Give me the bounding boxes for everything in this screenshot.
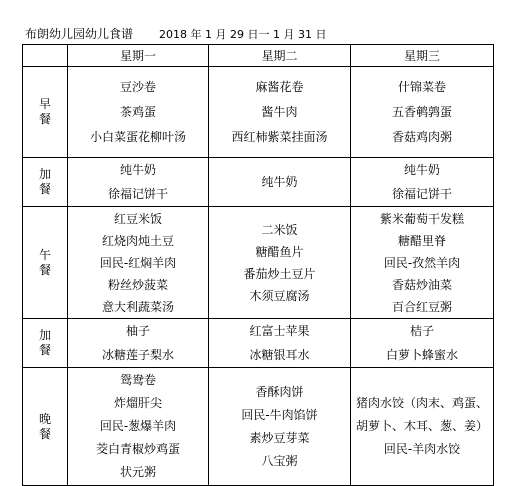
dish-item: 红烧肉炖土豆 — [101, 233, 174, 248]
meal-row-afternoon-snack — [23, 319, 494, 368]
kindergarten-menu-title: 布朗幼儿园幼儿食谱 — [25, 27, 134, 41]
menu-cell-wednesday — [351, 207, 494, 319]
meal-label-cell — [23, 319, 68, 368]
dish-item: 茶鸡蛋 — [119, 104, 156, 119]
dish-item: 炸熘肝尖 — [113, 396, 162, 410]
header-corner-cell — [23, 45, 68, 67]
dish-item: 红富士苹果 — [249, 324, 310, 338]
dish-item: 二米饭 — [261, 222, 298, 237]
dish-item: 什锦菜卷 — [397, 79, 446, 94]
meal-label-char: 早 — [38, 97, 51, 111]
menu-cell-monday — [68, 207, 209, 319]
dish-item: 素炒豆芽菜 — [249, 430, 310, 445]
meal-label — [23, 167, 67, 197]
dish-list — [351, 319, 493, 367]
dish-item: 酱牛肉 — [261, 104, 298, 119]
meal-row-morning-snack — [23, 158, 494, 207]
meal-label — [23, 248, 67, 278]
dish-list — [351, 158, 493, 206]
dish-item: 五香鹌鹑蛋 — [391, 104, 452, 119]
date-range: 2018 年 1 月 29 日一 1 月 31 日 — [159, 28, 327, 41]
dish-item: 徐福记饼干 — [107, 187, 168, 201]
dish-list — [209, 75, 350, 150]
dish-item: 回民-孜然羊肉 — [383, 255, 461, 270]
dish-item: 粉丝炒菠菜 — [107, 277, 168, 292]
menu-cell-monday — [68, 368, 209, 486]
dish-item: 回民-红焖羊肉 — [99, 255, 177, 270]
meal-label-char: 晚 — [38, 411, 51, 426]
meal-label-char: 加 — [38, 328, 51, 342]
meal-label-char: 餐 — [38, 262, 51, 277]
meal-label-cell — [23, 67, 68, 158]
dish-item: 柚子 — [125, 324, 150, 338]
dish-list — [351, 75, 493, 150]
menu-cell-monday — [68, 158, 209, 207]
dish-item: 纯牛奶 — [403, 163, 440, 177]
menu-cell-wednesday — [351, 319, 494, 368]
dish-list — [209, 381, 350, 473]
menu-cell-tuesday — [209, 67, 351, 158]
header-day-monday: 星期一 — [68, 45, 209, 67]
dish-item: 鸳鸯卷 — [119, 373, 156, 387]
dish-list — [209, 319, 350, 367]
header-row — [23, 45, 494, 67]
menu-cell-wednesday — [351, 368, 494, 486]
dish-item: 八宝粥 — [261, 453, 298, 468]
dish-list — [68, 208, 208, 318]
dish-item: 糖醋里脊 — [397, 233, 446, 248]
meal-label — [23, 97, 67, 127]
dish-list — [209, 170, 350, 194]
dish-item: 猪肉水饺（肉末、鸡蛋、 — [355, 396, 488, 410]
meal-label-cell — [23, 207, 68, 319]
dish-item: 白萝卜蜂蜜水 — [385, 348, 458, 362]
meal-row-breakfast — [23, 67, 494, 158]
dish-list — [68, 158, 208, 206]
header-day-tuesday: 星期二 — [209, 45, 351, 67]
dish-item: 香菇鸡肉粥 — [391, 129, 452, 144]
dish-item: 红豆米饭 — [113, 211, 162, 226]
dish-list — [351, 392, 493, 461]
meal-label-char: 餐 — [38, 343, 51, 357]
dish-item: 糖醋鱼片 — [255, 244, 304, 259]
meal-label-cell — [23, 158, 68, 207]
dish-item: 纯牛奶 — [261, 175, 298, 189]
menu-cell-monday — [68, 319, 209, 368]
menu-cell-tuesday — [209, 319, 351, 368]
dish-item: 香菇炒油菜 — [391, 277, 452, 292]
meal-label-cell — [23, 368, 68, 486]
meal-label-char: 餐 — [38, 426, 51, 441]
dish-item: 冰糖莲子梨水 — [101, 348, 174, 362]
menu-cell-wednesday — [351, 158, 494, 207]
dish-item: 回民-牛肉馅饼 — [241, 407, 318, 422]
dish-list — [351, 208, 493, 318]
document-title — [25, 27, 326, 42]
menu-table — [22, 44, 494, 486]
meal-label-char: 午 — [38, 247, 51, 262]
dish-item: 状元粥 — [119, 465, 156, 479]
dish-item: 麻酱花卷 — [255, 79, 304, 94]
meal-row-lunch — [23, 207, 494, 319]
header-day-wednesday: 星期三 — [351, 45, 494, 67]
dish-list — [68, 75, 208, 150]
dish-item: 胡萝卜、木耳、葱、姜） — [355, 419, 488, 433]
meal-label — [23, 328, 67, 358]
dish-item: 小白菜蛋花柳叶汤 — [89, 129, 186, 144]
dish-list — [209, 219, 350, 307]
dish-item: 冰糖银耳水 — [249, 348, 310, 362]
meal-row-dinner — [23, 368, 494, 486]
meal-label-char: 加 — [38, 167, 51, 181]
dish-item: 茭白青椒炒鸡蛋 — [95, 442, 180, 456]
menu-cell-monday — [68, 67, 209, 158]
dish-item: 回民-葱爆羊肉 — [99, 419, 177, 433]
dish-item: 纯牛奶 — [119, 163, 156, 177]
meal-label-char: 餐 — [38, 182, 51, 196]
dish-item: 意大利蔬菜汤 — [101, 299, 174, 314]
dish-item: 回民-羊肉水饺 — [383, 442, 461, 456]
menu-cell-tuesday — [209, 158, 351, 207]
dish-list — [68, 369, 208, 484]
dish-list — [68, 319, 208, 367]
menu-cell-wednesday — [351, 67, 494, 158]
dish-item: 木须豆腐汤 — [249, 288, 310, 303]
dish-item: 豆沙卷 — [119, 79, 156, 94]
menu-cell-tuesday — [209, 207, 351, 319]
dish-item: 紫米葡萄干发糕 — [379, 211, 464, 226]
dish-item: 徐福记饼干 — [391, 187, 452, 201]
dish-item: 西红柿紫菜挂面汤 — [231, 129, 328, 144]
menu-cell-tuesday — [209, 368, 351, 486]
meal-label-char: 餐 — [38, 112, 51, 126]
meal-label — [23, 412, 67, 442]
dish-item: 番茄炒土豆片 — [243, 266, 316, 281]
dish-item: 百合红豆粥 — [391, 299, 452, 314]
dish-item: 香酥肉饼 — [255, 384, 304, 399]
dish-item: 桔子 — [409, 324, 434, 338]
